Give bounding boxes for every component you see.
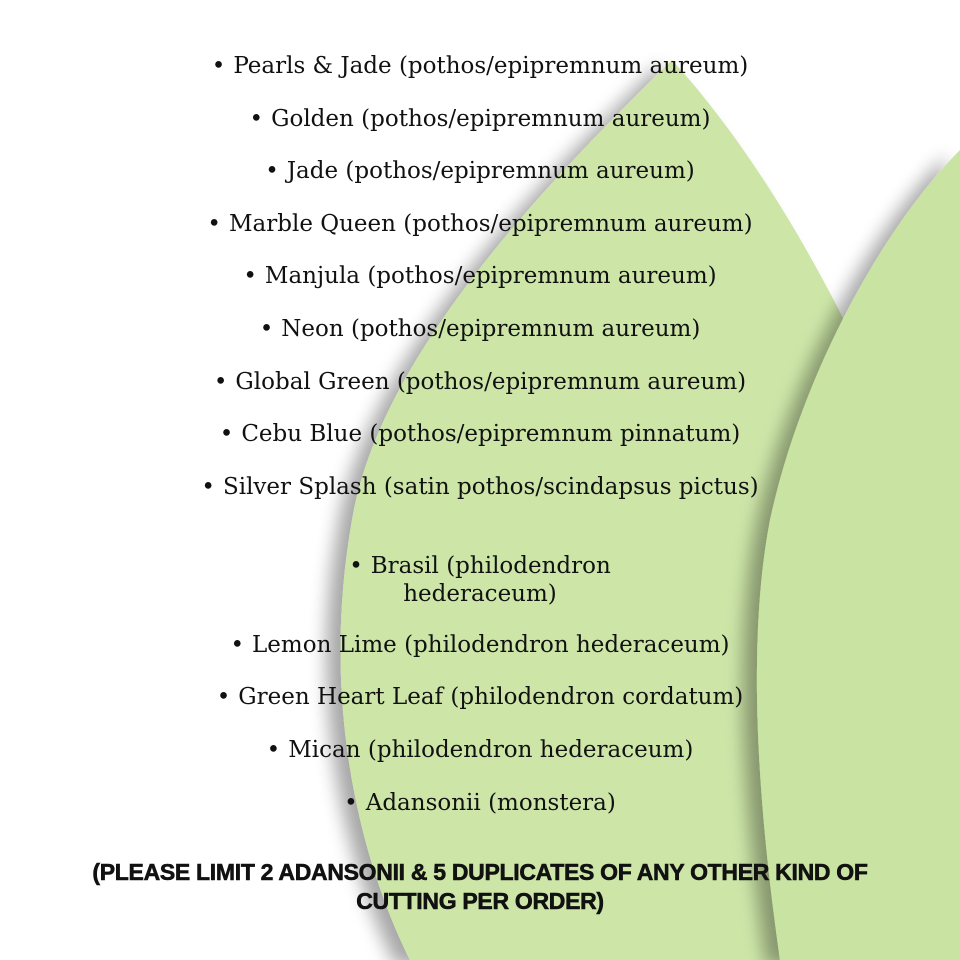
list-item bbox=[0, 473, 960, 552]
plant-species: (philodendron hederaceum) bbox=[403, 552, 611, 607]
plant-name: Adansonii bbox=[365, 789, 481, 816]
list-item bbox=[0, 105, 960, 158]
bullet-icon: • bbox=[213, 368, 228, 395]
plant-name: Pearls & Jade bbox=[233, 53, 392, 79]
bullet-icon: • bbox=[344, 789, 358, 816]
list-item bbox=[0, 262, 960, 315]
plant-name: Manjula bbox=[264, 263, 361, 290]
plant-species: (philodendron cordatum) bbox=[450, 684, 744, 711]
plant-species: (pothos/epipremnum aureum) bbox=[361, 105, 711, 132]
list-item bbox=[0, 420, 960, 473]
plant-name: Jade bbox=[286, 158, 339, 185]
plant-species: (pothos/epipremnum aureum) bbox=[398, 53, 749, 79]
bullet-icon: • bbox=[249, 105, 264, 132]
plant-species: (philodendron hederaceum) bbox=[404, 631, 730, 658]
list-item bbox=[0, 736, 960, 789]
list-item bbox=[0, 315, 960, 368]
bullet-icon: • bbox=[216, 684, 231, 711]
bullet-icon: • bbox=[201, 473, 215, 500]
bullet-icon: • bbox=[243, 263, 257, 290]
list-item bbox=[0, 157, 960, 210]
plant-species: (pothos/epipremnum aureum) bbox=[396, 368, 747, 395]
plant-name: Neon bbox=[281, 315, 344, 342]
list-item bbox=[0, 368, 960, 421]
plant-species: (pothos/epipremnum pinnatum) bbox=[369, 421, 741, 448]
bullet-icon: • bbox=[211, 53, 226, 79]
plant-name: Cebu Blue bbox=[241, 421, 363, 448]
plant-name: Global Green bbox=[235, 368, 390, 395]
list-item bbox=[0, 631, 960, 684]
bullet-icon: • bbox=[265, 158, 279, 185]
list-item bbox=[0, 552, 960, 631]
plant-name: Silver Splash bbox=[222, 473, 377, 500]
bullet-icon: • bbox=[219, 421, 234, 448]
plant-species: (pothos/epipremnum aureum) bbox=[350, 315, 701, 342]
bullet-icon: • bbox=[207, 210, 221, 237]
plant-species: (satin pothos/scindapsus pictus) bbox=[383, 473, 759, 500]
plant-name: Green Heart Leaf bbox=[238, 684, 444, 711]
bullet-icon: • bbox=[230, 631, 245, 658]
plant-species: (pothos/epipremnum aureum) bbox=[345, 158, 695, 185]
plant-species: (monstera) bbox=[488, 789, 616, 816]
plant-species: (philodendron hederaceum) bbox=[367, 736, 694, 763]
list-item bbox=[0, 52, 960, 105]
plant-species: (pothos/epipremnum aureum) bbox=[367, 263, 717, 290]
bullet-icon: • bbox=[259, 315, 274, 342]
plant-species: (pothos/epipremnum aureum) bbox=[403, 210, 753, 237]
plant-name: Golden bbox=[271, 105, 354, 132]
plant-name: Marble Queen bbox=[228, 210, 396, 237]
bullet-icon: • bbox=[349, 552, 363, 579]
plant-name: Brasil bbox=[370, 552, 439, 579]
plant-cutting-list bbox=[0, 52, 960, 841]
plant-name: Mican bbox=[288, 736, 361, 763]
list-item bbox=[0, 789, 960, 842]
order-limit-note: (PLEASE LIMIT 2 ADANSONII & 5 DUPLICATES OF ANY OTHER KIND OF CUTTING PER ORDER) bbox=[92, 859, 868, 914]
plant-name: Lemon Lime bbox=[252, 631, 397, 658]
list-item bbox=[0, 210, 960, 263]
list-item bbox=[0, 683, 960, 736]
bullet-icon: • bbox=[266, 736, 281, 763]
